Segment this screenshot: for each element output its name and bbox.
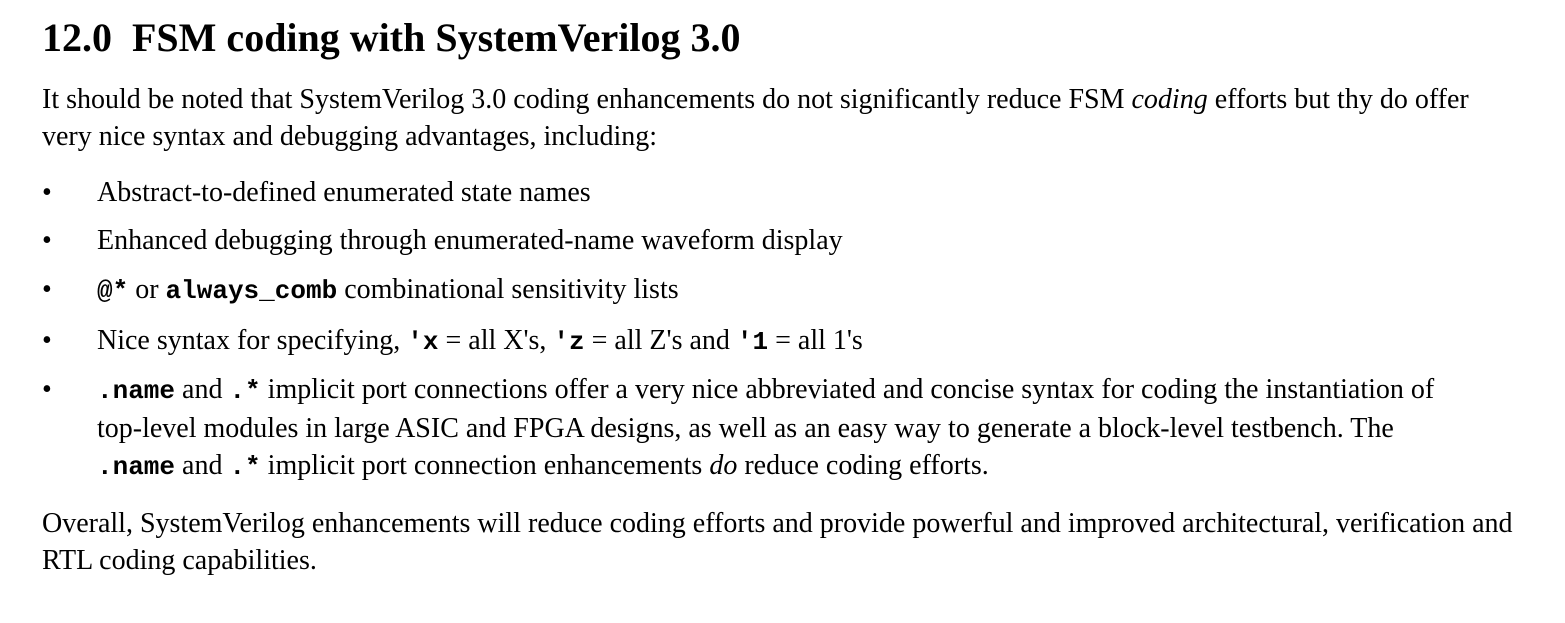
- code-snippet: 'z: [553, 327, 585, 357]
- section-number: 12.0: [42, 15, 112, 60]
- code-snippet: always_comb: [165, 276, 338, 306]
- code-snippet: .*: [229, 376, 261, 406]
- bullet-dot-icon: •: [42, 225, 52, 256]
- emphasis-do: do: [709, 450, 738, 481]
- section-heading: [42, 14, 741, 62]
- bullet-dot-icon: •: [42, 374, 52, 405]
- emphasis-coding: coding: [1131, 84, 1208, 115]
- code-snippet: .name: [97, 452, 176, 482]
- section-title: FSM coding with SystemVerilog 3.0: [132, 15, 741, 60]
- code-snippet: 'x: [407, 327, 439, 357]
- bullet-dot-icon: •: [42, 177, 52, 208]
- conclusion-paragraph: Overall, SystemVerilog enhancements will reduce coding efforts and provide powerful and improved architectural, verification and RTL coding capabilities.: [42, 508, 1513, 576]
- code-snippet: .*: [229, 452, 261, 482]
- bullet-dot-icon: •: [42, 274, 52, 305]
- code-snippet: '1: [736, 327, 769, 357]
- intro-paragraph: It should be noted that SystemVerilog 3.0 coding enhancements do not significantly reduce FSM coding efforts but thy do offer very nice syntax and debugging advantages, including:: [42, 84, 1469, 152]
- code-snippet: @*: [97, 276, 129, 306]
- bullet-dot-icon: •: [42, 325, 52, 356]
- code-snippet: .name: [97, 376, 176, 406]
